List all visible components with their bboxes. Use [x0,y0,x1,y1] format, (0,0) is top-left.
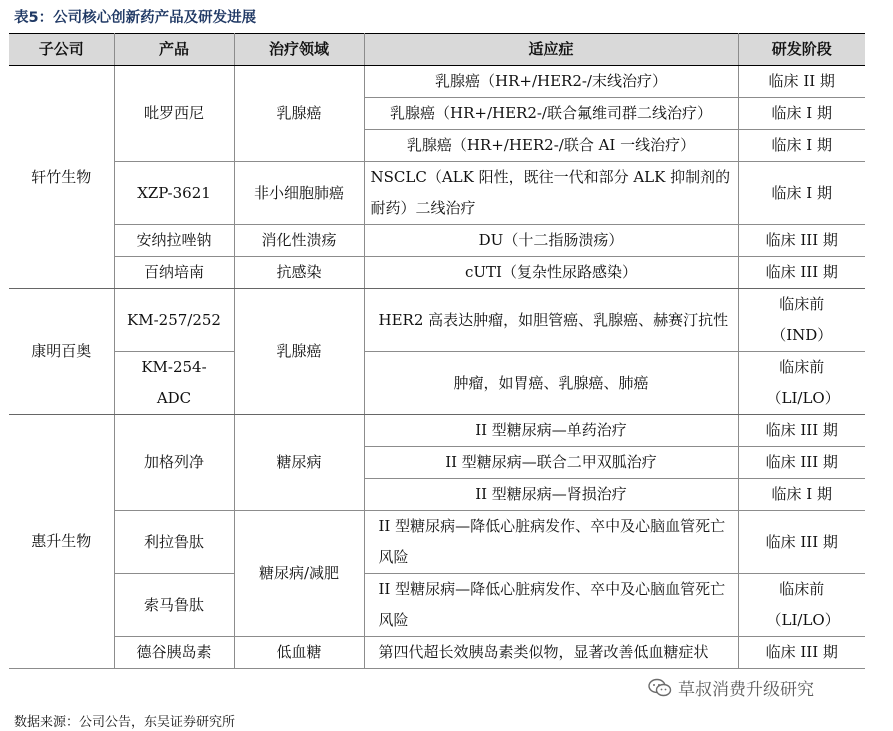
indication-cell: II 型糖尿病—单药治疗 [364,415,738,447]
indication-cell: DU（十二指肠溃疡） [364,225,738,257]
table-header-row [9,34,865,66]
stage-cell: 临床前（IND） [738,289,865,352]
indication-cell: 第四代超长效胰岛素类似物，显著改善低血糖症状 [364,637,738,669]
indication-cell: II 型糖尿病—肾损治疗 [364,479,738,511]
source-note: 数据来源：公司公告，东吴证券研究所 [14,715,236,730]
stage-cell: 临床 I 期 [738,130,865,162]
area-cell: 低血糖 [234,637,364,669]
table-row [9,352,865,415]
product-cell: 索马鲁肽 [114,574,234,637]
table-row [9,511,865,574]
product-cell: 加格列净 [114,415,234,511]
area-cell: 非小细胞肺癌 [234,162,364,225]
subsidiary-cell: 轩竹生物 [9,66,114,289]
area-cell: 乳腺癌 [234,66,364,162]
table-title: 表5：公司核心创新药产品及研发进展 [14,10,257,26]
wechat-icon [648,678,672,698]
table-row [9,574,865,637]
area-cell: 乳腺癌 [234,289,364,415]
indication-cell: II 型糖尿病—降低心脏病发作、卒中及心脑血管死亡风险 [364,574,738,637]
indication-cell: HER2 高表达肿瘤，如胆管癌、乳腺癌、赫赛汀抗性 [364,289,738,352]
area-cell: 糖尿病/减肥 [234,511,364,637]
indication-cell: 肿瘤，如胃癌、乳腺癌、肺癌 [364,352,738,415]
product-cell: 安纳拉唑钠 [114,225,234,257]
indication-cell: cUTI（复杂性尿路感染） [364,257,738,289]
product-cell: 德谷胰岛素 [114,637,234,669]
header-product: 产品 [114,34,234,66]
stage-cell: 临床 I 期 [738,479,865,511]
area-cell: 抗感染 [234,257,364,289]
product-cell: KM-254-ADC [114,352,234,415]
stage-cell: 临床 III 期 [738,447,865,479]
stage-cell: 临床 III 期 [738,225,865,257]
stage-cell: 临床 II 期 [738,66,865,98]
stage-cell: 临床 III 期 [738,415,865,447]
stage-cell: 临床 III 期 [738,257,865,289]
indication-cell: II 型糖尿病—联合二甲双胍治疗 [364,447,738,479]
pipeline-table [9,33,865,669]
stage-cell: 临床 III 期 [738,511,865,574]
header-stage: 研发阶段 [738,34,865,66]
watermark-text: 草叔消费升级研究 [678,680,814,700]
indication-cell: 乳腺癌（HR+/HER2-/联合氟维司群二线治疗） [364,98,738,130]
area-cell: 糖尿病 [234,415,364,511]
indication-cell: 乳腺癌（HR+/HER2-/联合 AI 一线治疗） [364,130,738,162]
table-row [9,162,865,225]
watermark [648,675,814,700]
area-cell: 消化性溃疡 [234,225,364,257]
header-subsidiary: 子公司 [9,34,114,66]
stage-cell: 临床前（LI/LO） [738,352,865,415]
header-area: 治疗领域 [234,34,364,66]
table-row [9,66,865,98]
header-indication: 适应症 [364,34,738,66]
table-row [9,637,865,669]
subsidiary-cell: 惠升生物 [9,415,114,669]
indication-cell: II 型糖尿病—降低心脏病发作、卒中及心脑血管死亡风险 [364,511,738,574]
stage-cell: 临床 I 期 [738,98,865,130]
product-cell: XZP-3621 [114,162,234,225]
indication-cell: NSCLC（ALK 阳性，既往一代和部分 ALK 抑制剂的耐药）二线治疗 [364,162,738,225]
stage-cell: 临床 III 期 [738,637,865,669]
stage-cell: 临床前（LI/LO） [738,574,865,637]
stage-cell: 临床 I 期 [738,162,865,225]
table-row [9,257,865,289]
table-row [9,225,865,257]
product-cell: 百纳培南 [114,257,234,289]
product-cell: KM-257/252 [114,289,234,352]
subsidiary-cell: 康明百奥 [9,289,114,415]
product-cell: 利拉鲁肽 [114,511,234,574]
product-cell: 吡罗西尼 [114,66,234,162]
table-row [9,415,865,447]
table-row [9,289,865,352]
indication-cell: 乳腺癌（HR+/HER2-/末线治疗） [364,66,738,98]
